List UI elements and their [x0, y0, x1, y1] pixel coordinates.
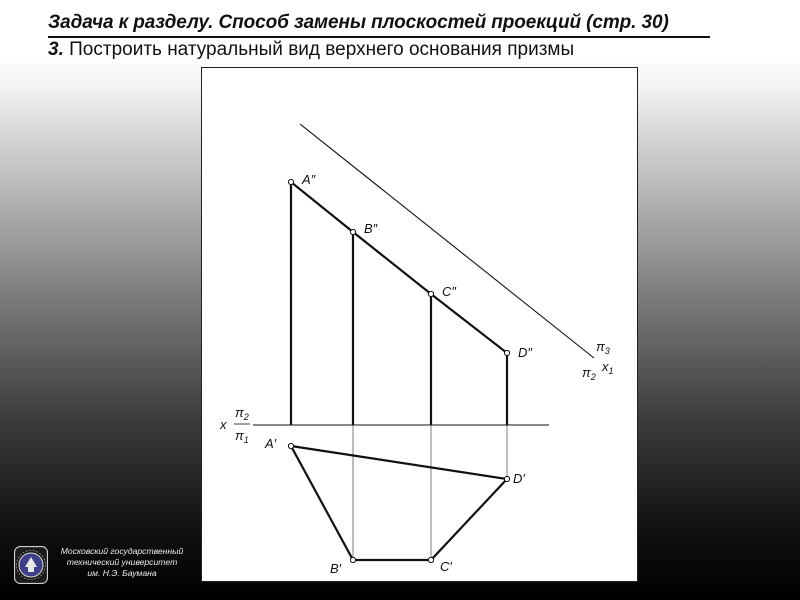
task-number: 3.: [48, 39, 64, 60]
point-c1: [428, 557, 433, 562]
university-emblem-icon: [14, 546, 48, 584]
title-underline: [48, 36, 710, 38]
point-a2: [288, 179, 293, 184]
point-a1: [288, 443, 293, 448]
university-line-3: им. Н.Э. Баумана: [87, 568, 157, 578]
axis-x-pi1: $\pi_1$: [235, 428, 249, 445]
axis-x-label: x: [220, 417, 227, 432]
label-c1: C′: [440, 559, 452, 574]
drawing-sheet: [201, 67, 638, 582]
university-line-1: Московский государственный: [60, 546, 184, 556]
label-b2: B″: [364, 221, 378, 236]
axis-x-pi2: $\pi_2$: [235, 405, 249, 422]
label-a1: A′: [265, 436, 277, 451]
axis-x1-pi2: $\pi_2$: [582, 365, 596, 382]
axis-x1-line: [300, 124, 594, 358]
horizontal-projection-outline: [291, 446, 507, 560]
label-a2: A″: [302, 172, 316, 187]
task-statement: [48, 39, 574, 61]
projection-diagram: [202, 68, 639, 583]
point-d2: [504, 350, 509, 355]
label-b1: B′: [330, 561, 342, 576]
point-b1: [350, 557, 355, 562]
point-b2: [350, 229, 355, 234]
university-line-2: технический университет: [66, 557, 178, 567]
point-d1: [504, 476, 509, 481]
university-name: [52, 546, 192, 579]
task-text: Построить натуральный вид верхнего основания призмы: [69, 39, 575, 60]
slide-title: Задача к разделу. Способ замены плоскостей проекций (стр. 30): [48, 12, 669, 33]
point-c2: [428, 291, 433, 296]
axis-x1-label: $x_1$: [602, 359, 614, 376]
label-d1: D′: [513, 471, 525, 486]
label-d2: D″: [518, 345, 532, 360]
frontal-projection-outline: [291, 182, 507, 425]
label-c2: C″: [442, 284, 456, 299]
axis-x1-pi3: $\pi_3$: [596, 339, 610, 356]
